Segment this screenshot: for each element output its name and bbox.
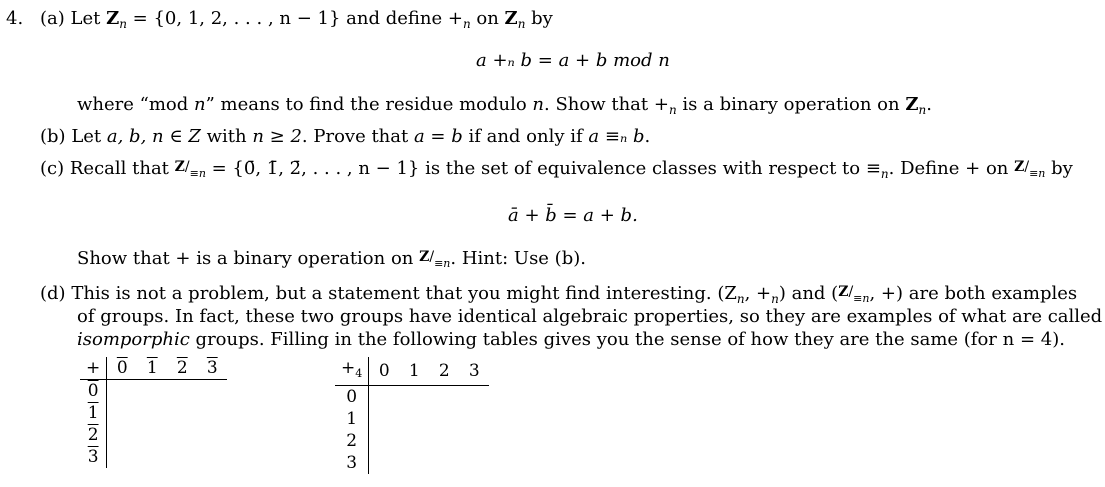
quotient-set: $Z/_{\equiv n}$ (174, 159, 206, 180)
part-c-equation: ā + b̄ = a + b. (508, 205, 638, 226)
part-a: (a) Let $Z_n = \{0$, 1, 2, . . . , n − 1} and define $+_n$ on $Z_n$ by (40, 8, 553, 31)
part-d-line1: (d) This is not a problem, but a statement that you might find interesting. ($Z_n$, $+_n$) and ($Z/_{\equiv n}$, +) are both examples (40, 283, 1078, 306)
problem-number: 4. (6, 8, 24, 29)
part-c: (c) Recall that $Z/_{\equiv n}$ = {0̄, 1̄, 2̄, . . . , n − 1} is the set of equivalence classes with respect to $\equiv_n$. Define + on $Z/_{\equiv n}$ by (40, 158, 1073, 181)
part-d-label: (d) (40, 283, 66, 304)
part-a-label: (a) (40, 8, 65, 29)
quotient-set: $Z/_{\equiv n}$ (419, 249, 451, 270)
part-a-line2: where “mod n” means to find the residue modulo n. Show that $+_n$ is a binary operation on $Z_n$. (77, 94, 932, 117)
part-c-show: Show that + is a binary operation on $Z/_{\equiv n}$. Hint: Use (b). (77, 248, 586, 270)
cayley-table-z4: $+_4$ 0 1 2 3 0 1 2 3 (335, 357, 489, 474)
part-b: (b) Let a, b, n ∈ Z with n ≥ 2. Prove that a = b if and only if a ≡ₙ b. (40, 126, 651, 147)
part-c-label: (c) (40, 158, 65, 179)
quotient-set: $Z/_{\equiv n}$ (838, 284, 870, 305)
part-d-line3: isomporphic groups. Filling in the following tables gives you the sense of how they are the same (for n = 4). (77, 329, 1065, 350)
quotient-set: $Z/_{\equiv n}$ (1014, 159, 1046, 180)
part-b-label: (b) (40, 126, 66, 147)
part-a-equation: a +ₙ b = a + b mod n (476, 50, 670, 71)
part-d-line2: of groups. In fact, these two groups have identical algebraic properties, so they are examples of what are called (77, 306, 1103, 327)
cayley-table-equivalence-classes: + 0 1 2 3 0 1 2 3 (80, 357, 227, 468)
